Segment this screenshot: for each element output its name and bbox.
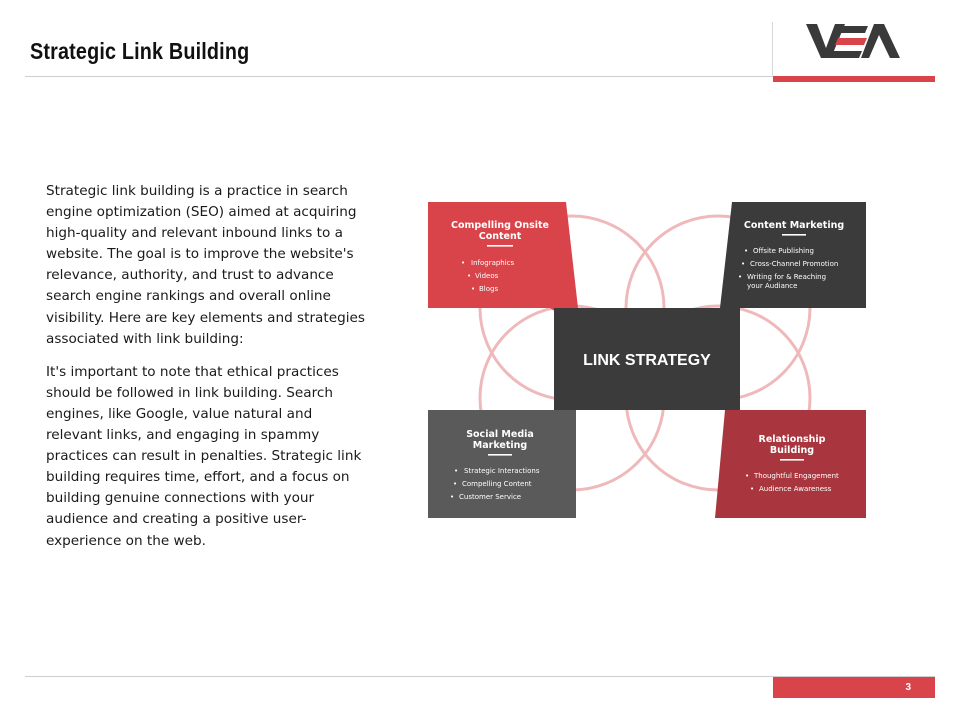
onsite-item-1: Infographics — [471, 259, 515, 267]
page-title: Strategic Link Building — [30, 38, 250, 64]
content-marketing-title: Content Marketing — [743, 220, 845, 231]
svg-text:•: • — [745, 472, 750, 480]
link-strategy-diagram — [420, 190, 880, 530]
svg-text:•: • — [461, 259, 466, 267]
social-item-1: Strategic Interactions — [464, 467, 540, 475]
content-marketing-item-3: Writing for & Reaching — [747, 273, 827, 281]
content-marketing-item-2: Cross-Channel Promotion — [750, 260, 839, 268]
logo-divider — [772, 22, 773, 77]
relationship-item-2: Audience Awareness — [759, 485, 832, 493]
svg-text:•: • — [450, 493, 455, 501]
header-divider — [25, 76, 773, 77]
svg-text:•: • — [467, 272, 472, 280]
paragraph-note: It's important to note that ethical practices should be followed in link building. Search engines, like Google, value natural and relevant links, and engaging in spammy practices can result in penalties. Strategic link building requires time, effort, and a focus on building genuine connections with your audience and creating a positive user-experience on the web. — [46, 363, 362, 549]
svg-text:•: • — [454, 467, 459, 475]
page-number: 3 — [905, 682, 911, 693]
onsite-title-line-2: Content — [478, 231, 522, 242]
svg-text:•: • — [750, 485, 755, 493]
social-title-line-1: Social Media — [466, 429, 534, 440]
social-item-2: Compelling Content — [462, 480, 532, 488]
content-marketing-item-3-cont: your Audiance — [747, 282, 798, 290]
svg-text:•: • — [453, 480, 458, 488]
svg-text:•: • — [744, 247, 749, 255]
social-title-line-2: Marketing — [472, 440, 528, 451]
onsite-item-2: Videos — [475, 272, 499, 280]
relationship-title-line-1: Relationship — [758, 434, 826, 445]
svg-text:•: • — [471, 285, 476, 293]
header-accent-bar — [773, 76, 935, 82]
onsite-item-3: Blogs — [479, 285, 499, 293]
svg-text:•: • — [738, 273, 743, 281]
vea-logo — [806, 22, 902, 60]
content-marketing-item-1: Offsite Publishing — [753, 247, 814, 255]
body-text — [46, 181, 366, 564]
relationship-item-1: Thoughtful Engagement — [754, 472, 839, 480]
social-item-3: Customer Service — [459, 493, 522, 501]
page-number-box — [773, 677, 935, 698]
paragraph-intro: Strategic link building is a practice in search engine optimization (SEO) aimed at acquiring high-quality and relevant inbound links to a website. The goal is to improve the website's relevance, authority, and trust to advance search engine rankings and overall online visibility. Here are key elements and strategies associated with link building: — [46, 183, 365, 347]
relationship-title-line-2: Building — [769, 445, 815, 456]
svg-text:•: • — [741, 260, 746, 268]
center-label: LINK STRATEGY — [583, 352, 711, 369]
onsite-title-line-1: Compelling Onsite — [450, 220, 550, 231]
